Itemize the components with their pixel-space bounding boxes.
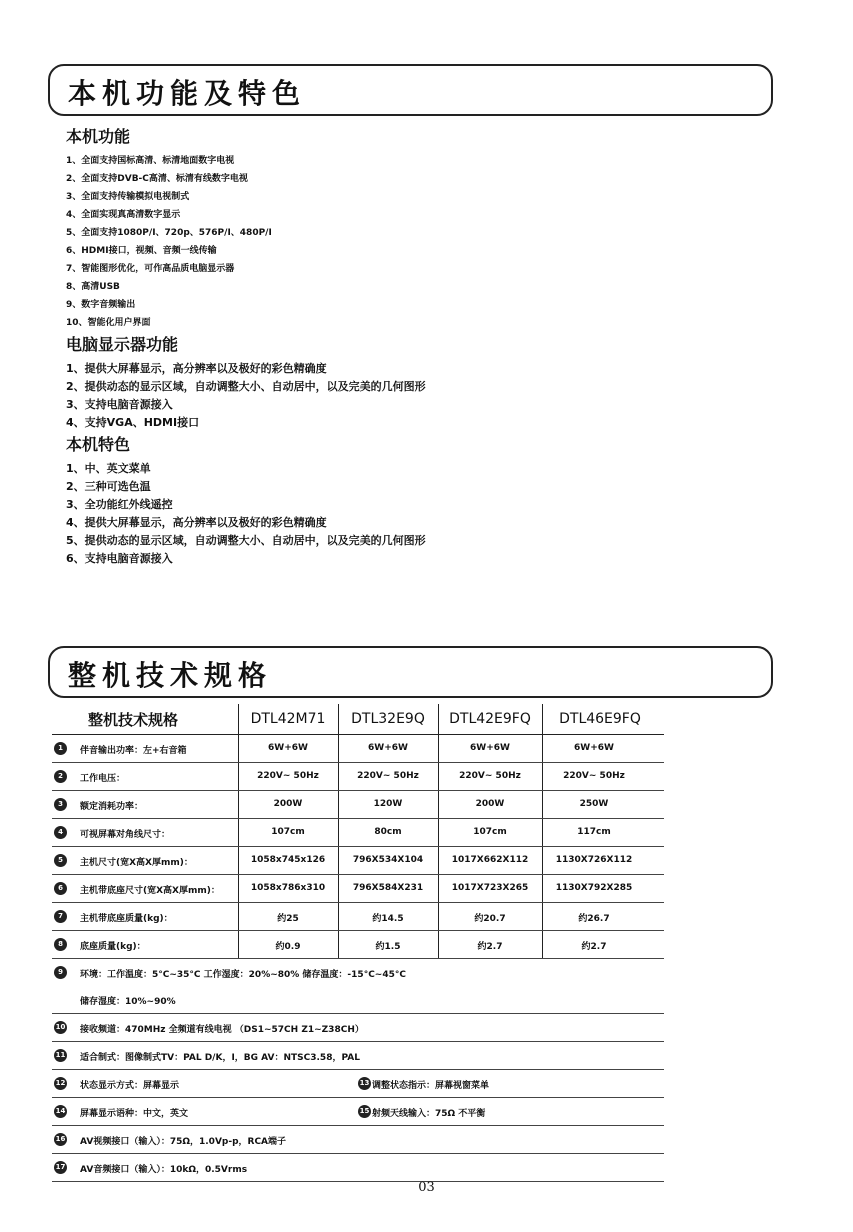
column-divider [438,704,439,734]
spec-value: 约0.9 [275,942,301,952]
spec-display-mode: 状态显示方式：屏幕显示 [80,1081,180,1091]
spec-value: 约26.7 [578,914,610,924]
feature-item: 1、全面支持国标高清、标清地面数字电视 [66,156,235,166]
feature-lists [66,124,766,568]
spec-value: 1058x745x126 [250,855,326,865]
row-number-badge: 4 [54,826,67,839]
spec-label: 工作电压： [80,774,126,784]
model-header: DTL32E9Q [351,711,425,727]
spec-row [52,1154,664,1182]
column-divider [438,819,439,846]
column-divider [542,791,543,818]
column-divider [438,931,439,958]
spec-row [52,847,664,875]
spec-label: 额定消耗功率： [80,802,144,812]
column-divider [438,847,439,874]
row-number-badge: 8 [54,938,67,951]
row-number-badge: 3 [54,798,67,811]
spec-row [52,1070,664,1098]
spec-value: 1017X723X265 [451,883,529,893]
feature-item: 10、智能化用户界面 [66,318,151,328]
spec-value: 117cm [577,827,611,837]
spec-av-video: AV视频接口（输入）：75Ω，1.0Vp-p，RCA端子 [80,1137,287,1147]
spec-value: 6W+6W [574,743,614,753]
spec-row-environment-cont [52,986,664,1014]
spec-value: 约2.7 [477,942,503,952]
characteristic-item: 6、支持电脑音源接入 [66,552,173,565]
page-number: 03 [418,1180,435,1195]
column-divider [542,735,543,762]
column-divider [438,875,439,902]
column-divider [542,704,543,734]
row-number-badge: 9 [54,966,67,979]
model-header: DTL46E9FQ [559,711,641,727]
spec-label: 可视屏幕对角线尺寸： [80,830,171,840]
row-number-badge: 14 [54,1105,67,1118]
characteristic-item: 2、三种可选色温 [66,480,151,493]
spec-channel-line: 接收频道：470MHz 全频道有线电视 （DS1~57CH Z1~Z38CH） [80,1025,364,1035]
spec-value: 220V~ 50Hz [257,771,319,781]
row-number-badge: 6 [54,882,67,895]
spec-value: 220V~ 50Hz [459,771,521,781]
monitor-heading: 电脑显示器功能 [66,335,179,354]
feature-item: 9、数字音频输出 [66,300,136,310]
row-number-badge: 16 [54,1133,67,1146]
spec-row [52,903,664,931]
row-number-badge: 11 [54,1049,67,1062]
spec-value: 1130X726X112 [555,855,633,865]
monitor-item: 4、支持VGA、HDMI接口 [66,416,200,429]
column-divider [542,931,543,958]
spec-value: 6W+6W [268,743,308,753]
column-divider [438,903,439,930]
column-divider [438,763,439,790]
spec-header-row [52,704,664,735]
spec-value: 6W+6W [368,743,408,753]
characteristic-item: 1、中、英文菜单 [66,462,151,475]
spec-value: 1058x786x310 [250,883,326,893]
spec-system-line: 适合制式：图像制式TV：PAL D/K，I，BG AV：NTSC3.58，PAL [80,1053,360,1063]
row-number-badge: 13 [358,1077,371,1090]
spec-row [52,931,664,959]
spec-value: 107cm [271,827,305,837]
spec-label: 主机尺寸(宽X高X厚mm)： [80,858,193,868]
spec-value: 120W [373,799,403,809]
spec-value: 约2.7 [581,942,607,952]
spec-rf-input: 射频天线输入：75Ω 不平衡 [372,1109,486,1119]
feature-item: 7、智能图形优化，可作高品质电脑显示器 [66,264,235,274]
spec-label: 伴音输出功率：左+右音箱 [80,746,187,756]
spec-row [52,763,664,791]
row-number-badge: 10 [54,1021,67,1034]
spec-value: 1130X792X285 [555,883,633,893]
spec-label: 底座质量(kg)： [80,942,146,952]
row-number-badge: 7 [54,910,67,923]
monitor-item: 1、提供大屏幕显示，高分辨率以及极好的彩色精确度 [66,362,327,375]
features-heading: 本机功能 [66,127,131,146]
spec-label: 主机带底座尺寸(宽X高X厚mm)： [80,886,220,896]
spec-value: 约25 [277,914,299,924]
spec-value: 约1.5 [375,942,401,952]
spec-adjust-indicator: 调整状态指示：屏幕视窗菜单 [372,1081,490,1091]
characteristics-heading: 本机特色 [66,435,131,454]
spec-header-title: 整机技术规格 [88,711,179,729]
spec-value: 200W [273,799,303,809]
column-divider [542,847,543,874]
spec-environment-line: 储存湿度：10%~90% [80,997,176,1007]
spec-row [52,1126,664,1154]
row-number-badge: 17 [54,1161,67,1174]
spec-osd-language: 屏幕显示语种：中文，英文 [80,1109,189,1119]
monitor-item: 2、提供动态的显示区域，自动调整大小、自动居中，以及完美的几何图形 [66,380,426,393]
row-number-badge: 12 [54,1077,67,1090]
column-divider [542,763,543,790]
column-divider [542,875,543,902]
column-divider [438,791,439,818]
spec-av-audio: AV音频接口（输入）：10kΩ，0.5Vrms [80,1165,248,1175]
spec-value: 250W [579,799,609,809]
row-number-badge: 15 [358,1105,371,1118]
feature-item: 5、全面支持1080P/I、720p、576P/I、480P/I [66,228,272,238]
spec-table [52,704,664,1182]
feature-item: 8、高清USB [66,282,120,292]
feature-item: 3、全面支持传输模拟电视制式 [66,192,190,202]
section-title-spec: 整机技术规格 [68,659,273,692]
row-number-badge: 1 [54,742,67,755]
row-number-badge: 5 [54,854,67,867]
feature-item: 4、全面实现真高清数字显示 [66,210,181,220]
spec-value: 796X584X231 [352,883,424,893]
spec-value: 107cm [473,827,507,837]
model-header: DTL42M71 [250,711,326,727]
column-divider [542,819,543,846]
section-title-features: 本机功能及特色 [68,77,307,110]
spec-row [52,1014,664,1042]
spec-row [52,875,664,903]
spec-row [52,819,664,847]
characteristic-item: 4、提供大屏幕显示，高分辨率以及极好的彩色精确度 [66,516,327,529]
spec-row-environment [52,959,664,986]
spec-row [52,1042,664,1070]
model-header: DTL42E9FQ [449,711,531,727]
spec-row [52,791,664,819]
feature-item: 6、HDMI接口，视频、音频一线传输 [66,246,217,256]
spec-value: 约14.5 [372,914,404,924]
spec-value: 约20.7 [474,914,506,924]
spec-value: 220V~ 50Hz [357,771,419,781]
spec-value: 220V~ 50Hz [563,771,625,781]
spec-value: 6W+6W [470,743,510,753]
section-title-box-spec [48,646,773,698]
row-number-badge: 2 [54,770,67,783]
characteristic-item: 3、全功能红外线遥控 [66,498,173,511]
feature-item: 2、全面支持DVB-C高清、标清有线数字电视 [66,174,248,184]
column-divider [542,903,543,930]
monitor-item: 3、支持电脑音源接入 [66,398,173,411]
spec-row [52,1098,664,1126]
section-title-box-features [48,64,773,116]
column-divider [438,735,439,762]
spec-label: 主机带底座质量(kg)： [80,914,173,924]
spec-value: 80cm [374,827,402,837]
spec-value: 200W [475,799,505,809]
spec-value: 796X534X104 [352,855,424,865]
characteristic-item: 5、提供动态的显示区域，自动调整大小、自动居中，以及完美的几何图形 [66,534,426,547]
spec-row [52,735,664,763]
spec-value: 1017X662X112 [451,855,529,865]
spec-environment-line: 环境：工作温度：5°C~35°C 工作湿度：20%~80% 储存温度：-15°C~45°C [80,970,406,980]
